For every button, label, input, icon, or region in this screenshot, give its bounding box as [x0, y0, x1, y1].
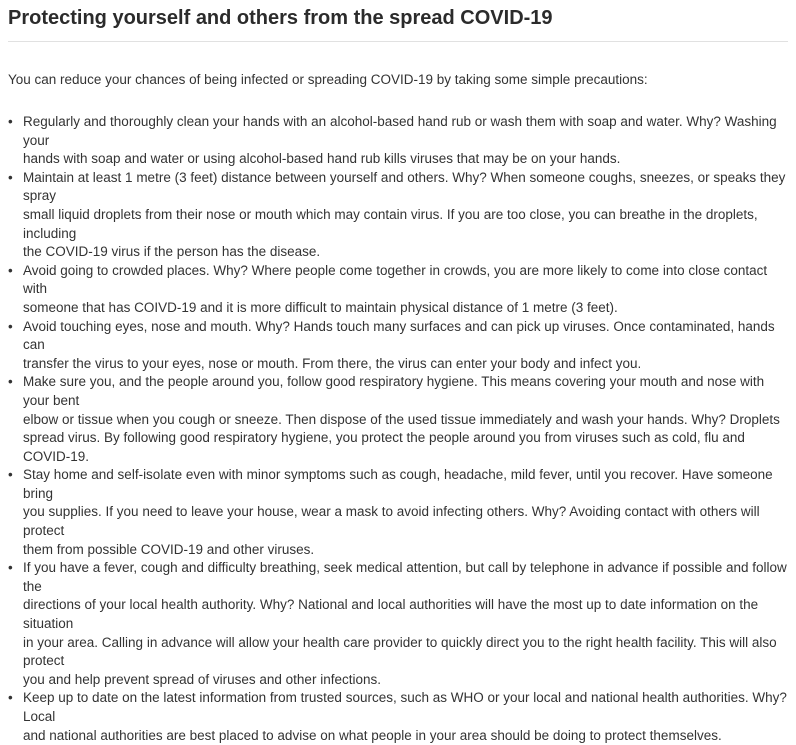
bullet-icon: • [8, 467, 13, 483]
list-item-text: Stay home and self-isolate even with minor symptoms such as cough, headache, mild fever, until you recover. Have someone bring you supplies. If you need to leave your house, wear a mask to avoid infecting others. Why? Avoiding contact with others will protect them from possible COVID-19 and other viruses. [23, 467, 773, 557]
list-item [8, 373, 788, 466]
list-item [8, 689, 788, 745]
bullet-icon: • [8, 318, 13, 334]
bullet-icon: • [8, 374, 13, 390]
precautions-list [8, 113, 788, 745]
list-item [8, 169, 788, 262]
title-divider [8, 41, 788, 42]
bullet-icon: • [8, 690, 13, 706]
list-item-text: Make sure you, and the people around you, follow good respiratory hygiene. This means covering your mouth and nose with your bent elbow or tissue when you cough or sneeze. Then dispose of the used tissue immediately and wash your hands. Why? Droplets spread virus. By following good respiratory hygiene, you protect the people around you from viruses such as cold, flu and COVID-19. [23, 374, 780, 464]
page-title: Protecting yourself and others from the spread COVID-19 [8, 7, 553, 29]
list-item [8, 559, 788, 689]
bullet-icon: • [8, 262, 13, 278]
bullet-icon: • [8, 169, 13, 185]
list-item-text: Regularly and thoroughly clean your hands with an alcohol-based hand rub or wash them with soap and water. Why? Washing your hands with soap and water or using alcohol-based hand rub kills viruses that may be on your hands. [23, 114, 777, 167]
bullet-icon: • [8, 560, 13, 576]
list-item [8, 113, 788, 169]
list-item-text: Keep up to date on the latest information from trusted sources, such as WHO or your local and national health authorities. Why? Local and national authorities are best placed to advise on what people in your area should be doing to protect themselves. [23, 690, 787, 743]
list-item-text: Avoid touching eyes, nose and mouth. Why? Hands touch many surfaces and can pick up viruses. Once contaminated, hands can transfer the virus to your eyes, nose or mouth. From there, the virus can enter your body and infect you. [23, 318, 775, 371]
list-item-text: Maintain at least 1 metre (3 feet) distance between yourself and others. Why? When someone coughs, sneezes, or speaks they spray small liquid droplets from their nose or mouth which may contain virus. If you are too close, you can breathe in the droplets, including the COVID-19 virus if the person has the disease. [23, 169, 786, 260]
intro-paragraph: You can reduce your chances of being infected or spreading COVID-19 by taking some simple precautions: [8, 72, 648, 87]
list-item-text: If you have a fever, cough and difficulty breathing, seek medical attention, but call by telephone in advance if possible and follow the directions of your local health authority. Why? National and local authorities will have the most up to date information on the situation in your area. Calling in advance will allow your health care provider to quickly direct you to the right health facility. This will also protect you and help prevent spread of viruses and other infections. [23, 560, 787, 687]
list-item [8, 466, 788, 559]
list-item [8, 262, 788, 318]
list-item [8, 318, 788, 374]
list-item-text: Avoid going to crowded places. Why? Where people come together in crowds, you are more likely to come into close contact with someone that has COIVD-19 and it is more difficult to maintain physical distance of 1 metre (3 feet). [23, 262, 768, 315]
bullet-icon: • [8, 114, 13, 129]
